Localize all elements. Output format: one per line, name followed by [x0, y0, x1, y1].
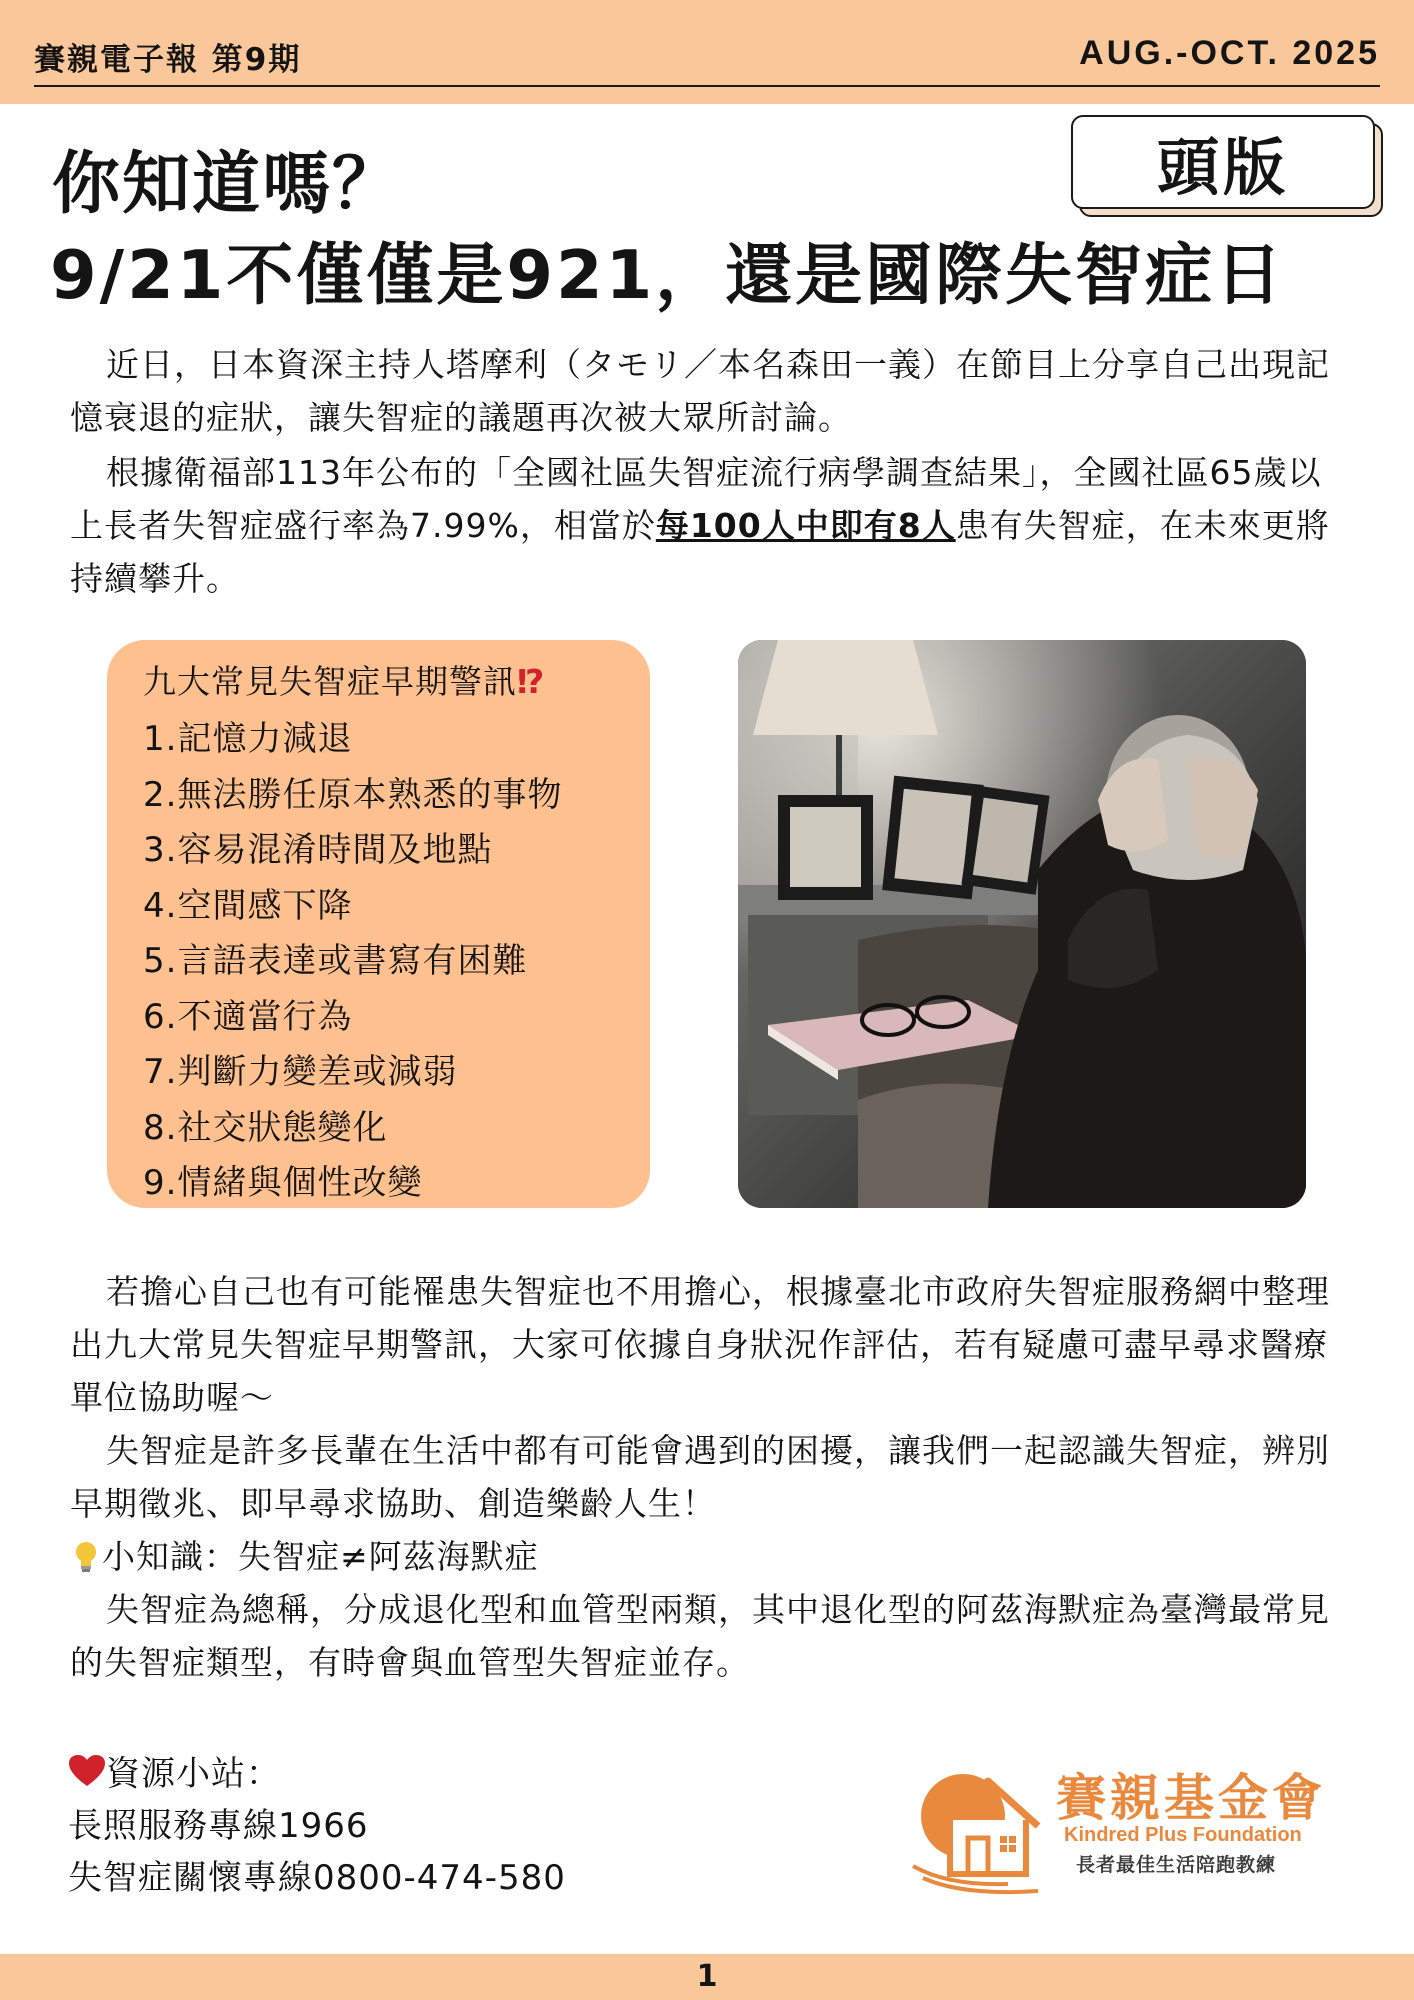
intro-p2-emphasis: 每100人中即有8人 — [655, 506, 956, 545]
logo-name: 賽親基金會 — [1056, 1769, 1326, 1827]
date-range: AUG.-OCT. 2025 — [1079, 34, 1380, 72]
heart-icon — [68, 1754, 106, 1788]
list-item: 7.判斷力變差或減弱 — [143, 1052, 458, 1092]
body-paragraph-3: 失智症為總稱，分成退化型和血管型兩類，其中退化型的阿茲海默症為臺灣最常見的失智症類型，有時會與血管型失智症並存。 — [70, 1590, 1330, 1682]
list-item: 3.容易混淆時間及地點 — [143, 830, 493, 870]
logo-english-name: Kindred Plus Foundation — [1064, 1824, 1302, 1846]
list-item: 4.空間感下降 — [143, 885, 353, 926]
longterm-care-hotline: 長照服務專線1966 — [68, 1806, 369, 1846]
warning-signs-heading — [143, 656, 545, 703]
logo-tagline: 長者最佳生活陪跑教練 — [1076, 1854, 1277, 1876]
issue-label: 賽親電子報 第9期 — [34, 42, 302, 78]
body-paragraph-1: 若擔心自己也有可能罹患失智症也不用擔心，根據臺北市政府失智症服務網中整理出九大常見失智症早期警訊，大家可依據自身狀況作評估，若有疑慮可盡早尋求醫療單位協助喔～ — [70, 1272, 1330, 1417]
foundation-logo — [908, 1756, 1328, 1896]
photo-illustration — [738, 640, 1306, 1208]
intro-p2-before: 根據衛福部113年公布的「全國社區失智症流行病學調查結果」，全國社區65歲以上長者失智症盛行率為7.99%，相當於 — [70, 453, 1322, 545]
tip-label: 小知識：失智症≠阿茲海默症 — [102, 1537, 539, 1576]
page-number: 1 — [696, 1959, 718, 1994]
header-bar — [0, 0, 1414, 104]
warning-signs-list — [143, 712, 562, 1212]
house-sun-logo-icon — [908, 1756, 1058, 1896]
list-item: 9.情緒與個性改變 — [143, 1163, 423, 1203]
list-item: 6.不適當行為 — [143, 996, 353, 1037]
intro-paragraph-2 — [70, 446, 1350, 605]
warning-signs-box — [107, 640, 650, 1208]
dementia-care-hotline: 失智症關懷專線0800-474-580 — [68, 1858, 566, 1898]
warning-signs-heading-text: 九大常見失智症早期警訊 — [143, 662, 517, 701]
list-item: 2.無法勝任原本熟悉的事物 — [143, 774, 563, 815]
list-item: 8.社交狀態變化 — [143, 1107, 388, 1148]
front-page-badge: 頭版 — [1071, 115, 1375, 209]
body-paragraph-2: 失智症是許多長輩在生活中都有可能會遇到的困擾，讓我們一起認識失智症，辨別早期徵兆、即早尋求協助、創造樂齡人生！ — [70, 1431, 1330, 1523]
footer-bar — [0, 1954, 1414, 2000]
intro-paragraph-1: 近日，日本資深主持人塔摩利（タモリ／本名森田一義）在節目上分享自己出現記憶衰退的症狀，讓失智症的議題再次被大眾所討論。 — [70, 345, 1330, 437]
title-line-1: 你知道嗎？ — [52, 145, 403, 224]
header-divider — [34, 85, 1380, 87]
list-item: 5.言語表達或書寫有困難 — [143, 941, 528, 981]
exclamation-question-icon: ⁉ — [517, 662, 546, 701]
resources-title-text: 資源小站： — [106, 1754, 281, 1794]
title-line-2: 9/21不僅僅是921，還是國際失智症日 — [50, 236, 1286, 314]
resources-title — [68, 1746, 281, 1795]
intro-p2-after: 患有失智症，在未來更將持續攀升。 — [70, 506, 1330, 598]
lightbulb-icon — [70, 1540, 102, 1574]
list-item: 1.記憶力減退 — [143, 719, 353, 759]
tip-line — [70, 1530, 1332, 1583]
elderly-person-photo — [738, 640, 1306, 1208]
